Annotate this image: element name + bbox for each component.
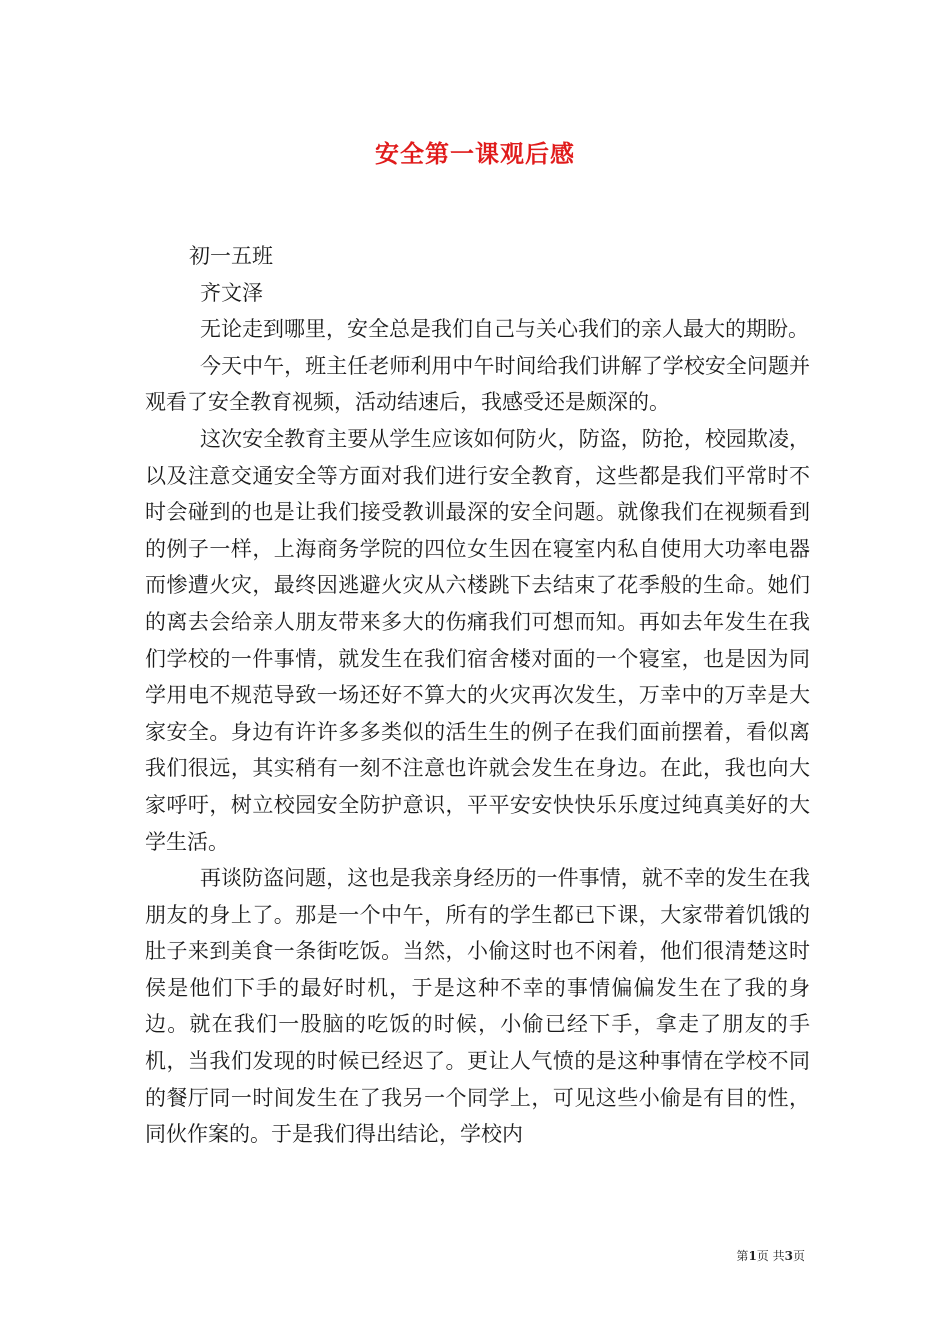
- total-pages-number: 3: [784, 1249, 793, 1263]
- current-page-number: 1: [748, 1249, 757, 1263]
- class-name: 初一五班: [189, 244, 273, 268]
- paragraph: 这次安全教育主要从学生应该如何防火，防盗，防抢，校园欺凌，以及注意交通安全等方面对我们进行安全教育，这些都是我们平常时不时会碰到的也是让我们接受教训最深的安全问题。就像我们在视频看到的例子一样，上海商务学院的四位女生因在寝室内私自使用大功率电器而惨遭火灾，最终因逃避火灾从六楼跳下去结束了花季般的生命。她们的离去会给亲人朋友带来多大的伤痛我们可想而知。再如去年发生在我们学校的一件事情，就发生在我们宿舍楼对面的一个寝室，也是因为同学用电不规范导致一场还好不算大的火灾再次发生，万幸中的万幸是大家安全。身边有许许多多类似的活生生的例子在我们面前摆着，看似离我们很远，其实稍有一刻不注意也许就会发生在身边。在此，我也向大家呼吁，树立校园安全防护意识，平平安安快快乐乐度过纯真美好的大学生活。: [145, 426, 810, 854]
- document-body: [145, 238, 810, 1153]
- footer-middle: 页 共: [756, 1249, 785, 1263]
- paragraph: 今天中午，班主任老师利用中午时间给我们讲解了学校安全问题并观看了安全教育视频，活动结速后，我感受还是颇深的。: [145, 353, 810, 415]
- footer-suffix: 页: [792, 1249, 805, 1263]
- author-name: 齐文泽: [200, 280, 263, 305]
- paragraph: 无论走到哪里，安全总是我们自己与关心我们的亲人最大的期盼。: [200, 317, 809, 342]
- footer-prefix: 第: [736, 1249, 749, 1263]
- page-footer: [736, 1247, 805, 1264]
- paragraph: 再谈防盗问题，这也是我亲身经历的一件事情，就不幸的发生在我朋友的身上了。那是一个中午，所有的学生都已下课，大家带着饥饿的肚子来到美食一条街吃饭。当然，小偷这时也不闲着，他们很清楚这时侯是他们下手的最好时机，于是这种不幸的事情偏偏发生在了我的身边。就在我们一股脑的吃饭的时候，小偷已经下手，拿走了朋友的手机，当我们发现的时候已经迟了。更让人气愤的是这种事情在学校不同的餐厅同一时间发生在了我另一个同学上，可见这些小偷是有目的性，同伙作案的。于是我们得出结论，学校内: [145, 866, 810, 1147]
- document-title: 安全第一课观后感: [375, 139, 575, 168]
